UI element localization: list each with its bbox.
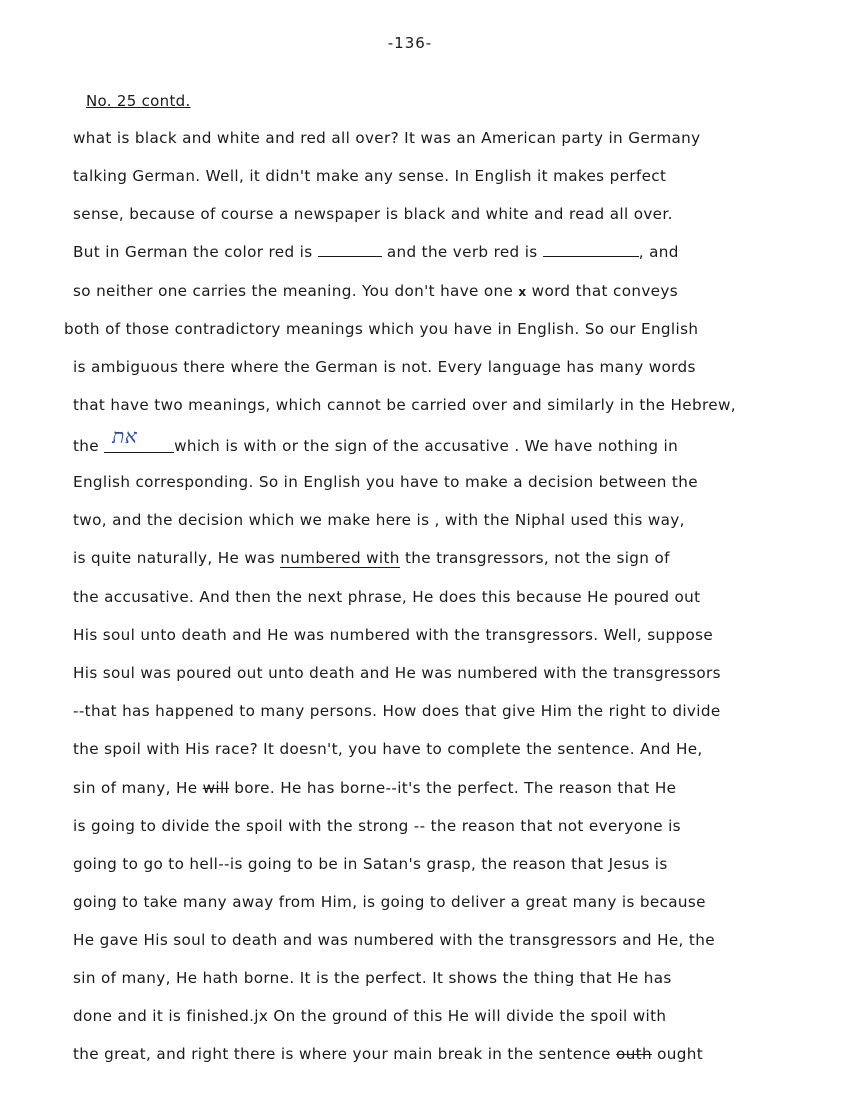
text-line-14: His soul unto death and He was numbered with the transgressors. Well, suppose [73, 626, 714, 644]
section-heading: No. 25 contd. [86, 92, 191, 110]
page-number: -136- [387, 34, 433, 52]
struck-word-outh: outh [616, 1045, 652, 1063]
text-line-4 [73, 242, 679, 262]
text-line-5 [73, 281, 678, 302]
text-line-11: two, and the decision which we make here is , with the Niphal used this way, [73, 511, 685, 529]
handwritten-hebrew-word: את [112, 424, 138, 448]
text-line-22: He gave His soul to death and was numbered with the transgressors and He, the [73, 931, 715, 949]
text-line-17: the spoil with His race? It doesn't, you have to complete the sentence. And He, [73, 740, 703, 758]
line-4-end: , and [638, 243, 679, 261]
text-line-2: talking German. Well, it didn't make any sense. In English it makes perfect [73, 167, 667, 185]
line-9-start: the [73, 437, 105, 455]
blank-verb-red [543, 242, 639, 257]
line-18-start: sin of many, He [73, 779, 203, 797]
text-line-15: His soul was poured out unto death and He was numbered with the transgressors [73, 664, 721, 682]
text-line-7: is ambiguous there where the German is not. Every language has many words [73, 358, 696, 376]
blank-color-red [318, 242, 382, 257]
line-25-start: the great, and right there is where your main break in the sentence [73, 1045, 617, 1063]
text-line-25 [73, 1044, 703, 1064]
line-5-end: word that conveys [526, 282, 678, 300]
struck-word-will: will [202, 779, 230, 797]
line-25-end: ought [651, 1045, 704, 1063]
text-line-12 [73, 548, 670, 568]
text-line-9 [73, 424, 679, 456]
text-line-16: --that has happened to many persons. How does that give Him the right to divide [73, 702, 721, 720]
hebrew-word-blank [104, 424, 174, 453]
text-line-1: what is black and white and red all over? It was an American party in Germany [73, 129, 701, 147]
text-line-13: the accusative. And then the next phrase, He does this because He poured out [73, 588, 701, 606]
typed-overstrike-mark: x [518, 285, 527, 299]
text-line-18 [73, 778, 676, 798]
line-4-middle: and the verb red is [381, 243, 543, 261]
text-line-3: sense, because of course a newspaper is black and white and read all over. [73, 205, 673, 223]
line-5-start: so neither one carries the meaning. You don't have one [73, 282, 519, 300]
text-line-10: English corresponding. So in English you have to make a decision between the [73, 473, 698, 491]
text-line-19: is going to divide the spoil with the strong -- the reason that not everyone is [73, 817, 681, 835]
line-12-end: the transgressors, not the sign of [399, 549, 670, 567]
text-line-23: sin of many, He hath borne. It is the perfect. It shows the thing that He has [73, 969, 672, 987]
line-12-start: is quite naturally, He was [73, 549, 281, 567]
text-line-6: both of those contradictory meanings which you have in English. So our English [64, 320, 699, 338]
line-9-end: which is with or the sign of the accusative . We have nothing in [174, 437, 679, 455]
text-line-21: going to take many away from Him, is going to deliver a great many is because [73, 893, 706, 911]
line-18-end: bore. He has borne--it's the perfect. The reason that He [229, 779, 677, 797]
underlined-numbered-with: numbered with [280, 549, 400, 567]
text-line-8: that have two meanings, which cannot be carried over and similarly in the Hebrew, [73, 396, 736, 414]
line-4-start: But in German the color red is [73, 243, 318, 261]
text-line-20: going to go to hell--is going to be in Satan's grasp, the reason that Jesus is [73, 855, 668, 873]
text-line-24: done and it is finished.jx On the ground of this He will divide the spoil with [73, 1007, 667, 1025]
